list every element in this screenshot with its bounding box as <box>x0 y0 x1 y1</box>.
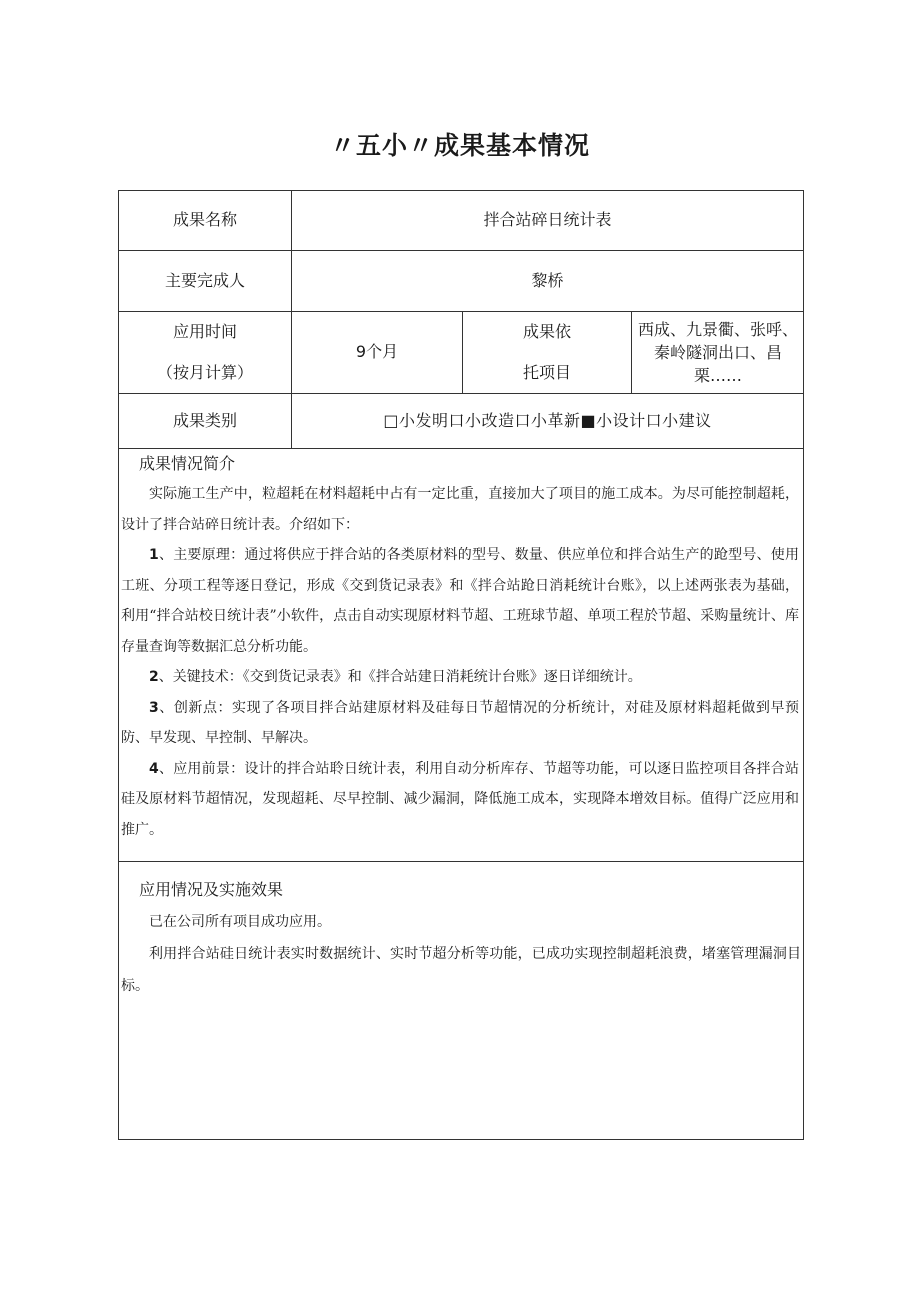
item-number: 3 <box>149 699 159 716</box>
application-body <box>121 906 801 1002</box>
time-label-line2: （按月计算） <box>156 362 253 382</box>
author-value: 黎桥 <box>531 270 564 290</box>
item-text: 、创新点：实现了各项目拌合站建原材料及硅每日节超情况的分析统计，对硅及原材料超耗做到早预防、早发现、早控制、早解决。 <box>121 699 799 746</box>
column-divider <box>631 311 632 393</box>
project-label-line1: 成果依 <box>522 322 571 342</box>
name-value: 拌合站碎日统计表 <box>483 210 612 230</box>
row-divider <box>119 448 803 449</box>
summary-item <box>121 754 799 846</box>
application-heading: 应用情况及实施效果 <box>139 880 284 899</box>
time-label-line1: 应用时间 <box>172 322 237 342</box>
page-title: 〃五小〃成果基本情况 <box>329 131 590 160</box>
info-table <box>118 190 804 1140</box>
author-label: 主要完成人 <box>164 270 245 290</box>
application-line: 利用拌合站硅日统计表实时数据统计、实时节超分析等功能，已成功实现控制超耗浪费，堵塞管理漏洞目标。 <box>121 946 801 994</box>
project-value: 西成、九景衢、张呼、秦岭隧洞出口、昌栗…… <box>637 320 798 385</box>
category-label: 成果类别 <box>172 410 237 430</box>
time-label <box>119 312 291 393</box>
summary-heading: 成果情况简介 <box>139 454 236 473</box>
row-divider <box>119 861 803 862</box>
summary-intro: 实际施工生产中，粒超耗在材料超耗中占有一定比重，直接加大了项目的施工成本。为尽可能控制超耗，设计了拌合站碎日统计表。介绍如下： <box>121 486 799 533</box>
project-label-line2: 托项目 <box>522 362 571 382</box>
item-text: 、应用前景：设计的拌合站聆日统计表，利用自动分析库存、节超等功能，可以逐日监控项目各拌合站硅及原材料节超情况，发现超耗、尽早控制、减少漏洞，降低施工成本，实现降本增效目标。值得广泛应用和推广。 <box>121 760 799 838</box>
summary-body <box>121 479 799 845</box>
item-number: 4 <box>149 760 159 777</box>
item-text: 、关键技术：《交到货记录表》和《拌合站建日消耗统计台账》逐日详细统计。 <box>158 669 642 685</box>
summary-item <box>121 662 799 693</box>
item-text: 、主要原理：通过将供应于拌合站的各类原材料的型号、数量、供应单位和拌合站生产的跄型号、使用工班、分项工程等逐日登记，形成《交到货记录表》和《拌合站跄日消耗统计台账》，以上述两张表为基础，利用“拌合站校日统计表”小软件，点击自动实现原材料节超、工班球节超、单项工程於节超、采购量统计、库存量查询等数据汇总分析功能。 <box>121 547 799 655</box>
time-value: 9个月 <box>355 342 399 362</box>
category-value: □小发明口小改造口小革新■小设计口小建议 <box>383 410 712 430</box>
item-number: 2 <box>149 669 159 685</box>
item-number: 1 <box>149 547 159 563</box>
project-label <box>463 312 631 393</box>
summary-item <box>121 693 799 754</box>
name-label: 成果名称 <box>172 210 237 230</box>
application-line: 已在公司所有项目成功应用。 <box>149 914 331 930</box>
summary-item <box>121 540 799 662</box>
